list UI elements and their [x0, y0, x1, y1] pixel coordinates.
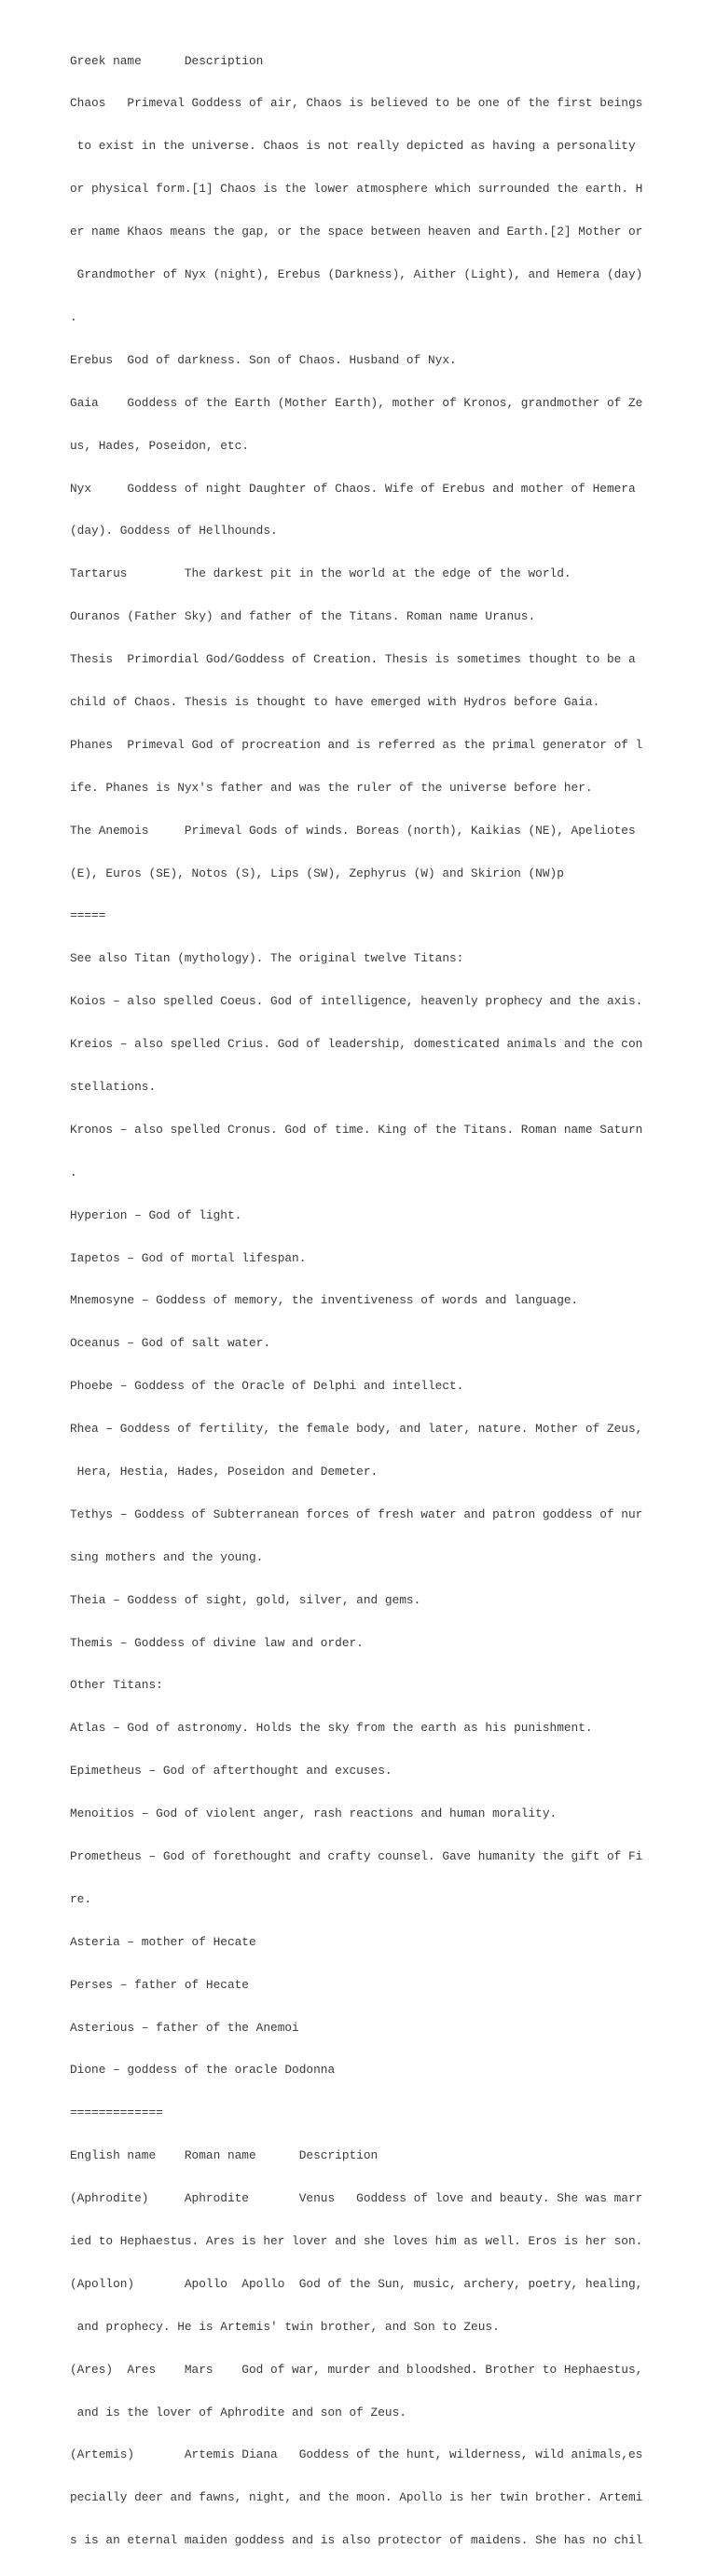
text-line: Chaos Primeval Goddess of air, Chaos is believed to be one of the first beings — [70, 96, 643, 111]
text-line: (day). Goddess of Hellhounds. — [70, 524, 278, 538]
text-line: ============= — [70, 2106, 163, 2120]
text-line: Menoitios – God of violent anger, rash reactions and human morality. — [70, 1806, 558, 1821]
text-line: Thesis Primordial God/Goddess of Creation. Thesis is sometimes thought to be a — [70, 652, 636, 667]
text-line: sing mothers and the young. — [70, 1549, 264, 1564]
text-line: Hera, Hestia, Hades, Poseidon and Demeter. — [70, 1464, 379, 1479]
text-line: Grandmother of Nyx (night), Erebus (Darkness), Aither (Light), and Hemera (day) — [70, 267, 643, 282]
text-line: Asterious – father of the Anemoi — [70, 2020, 299, 2035]
text-line: The Anemois Primeval Gods of winds. Boreas (north), Kaikias (NE), Apeliotes — [70, 823, 636, 838]
text-line: Themis – Goddess of divine law and order. — [70, 1635, 364, 1650]
text-line: Dione – goddess of the oracle Dodonna — [70, 2063, 336, 2078]
text-line: Perses – father of Hecate — [70, 1977, 249, 1992]
document-text — [70, 25, 704, 2576]
text-line: . — [70, 309, 77, 324]
text-line: (Aphrodite) Aphrodite Venus Goddess of love and beauty. She was marr — [70, 2191, 643, 2206]
text-line: child of Chaos. Thesis is thought to have emerged with Hydros before Gaia. — [70, 694, 600, 709]
text-line: to exist in the universe. Chaos is not really depicted as having a personality — [70, 139, 636, 154]
text-line: Koios – also spelled Coeus. God of intelligence, heavenly prophecy and the axis. — [70, 994, 643, 1009]
text-line: Iapetos – God of mortal lifespan. — [70, 1250, 307, 1265]
text-line: Greek name Description — [70, 53, 264, 68]
text-line: Theia – Goddess of sight, gold, silver, and gems. — [70, 1592, 421, 1607]
text-line: s is an eternal maiden goddess and is also protector of maidens. She has no chil — [70, 2533, 643, 2548]
text-line: Asteria – mother of Hecate — [70, 1934, 256, 1949]
text-line: and is the lover of Aphrodite and son of Zeus. — [70, 2405, 406, 2419]
text-line: Phoebe – Goddess of the Oracle of Delphi and intellect. — [70, 1379, 464, 1394]
text-line: er name Khaos means the gap, or the space between heaven and Earth.[2] Mother or — [70, 225, 643, 239]
text-line: (Apollon) Apollo Apollo God of the Sun, music, archery, poetry, healing, — [70, 2276, 643, 2291]
text-line: Oceanus – God of salt water. — [70, 1336, 271, 1351]
text-line: See also Titan (mythology). The original twelve Titans: — [70, 951, 464, 966]
text-line: English name Roman name Description — [70, 2148, 379, 2163]
text-line: Atlas – God of astronomy. Holds the sky from the earth as his punishment. — [70, 1721, 593, 1736]
text-line: stellations. — [70, 1079, 157, 1094]
text-line: Erebus God of darkness. Son of Chaos. Husband of Nyx. — [70, 352, 457, 367]
text-line: Tartarus The darkest pit in the world at the edge of the world. — [70, 566, 571, 581]
text-line: (Artemis) Artemis Diana Goddess of the hunt, wilderness, wild animals,es — [70, 2447, 643, 2462]
text-line: Prometheus – God of forethought and crafty counsel. Gave humanity the gift of Fi — [70, 1849, 643, 1863]
text-line: and prophecy. He is Artemis' twin brother, and Son to Zeus. — [70, 2319, 500, 2334]
text-line: Gaia Goddess of the Earth (Mother Earth), mother of Kronos, grandmother of Ze — [70, 395, 643, 410]
text-line: Phanes Primeval God of procreation and is referred as the primal generator of l — [70, 737, 643, 752]
text-line: Nyx Goddess of night Daughter of Chaos. Wife of Erebus and mother of Hemera — [70, 481, 636, 496]
text-line: Kreios – also spelled Crius. God of leadership, domesticated animals and the con — [70, 1037, 643, 1052]
text-line: . — [70, 1165, 77, 1179]
text-line: Other Titans: — [70, 1678, 163, 1693]
text-line: re. — [70, 1891, 92, 1906]
text-line: Epimetheus – God of afterthought and excuses. — [70, 1764, 392, 1779]
text-line: (Ares) Ares Mars God of war, murder and bloodshed. Brother to Hephaestus, — [70, 2362, 643, 2377]
text-line: Tethys – Goddess of Subterranean forces of fresh water and patron goddess of nur — [70, 1506, 643, 1521]
text-line: ife. Phanes is Nyx's father and was the ruler of the universe before her. — [70, 780, 593, 795]
text-line: Ouranos (Father Sky) and father of the Titans. Roman name Uranus. — [70, 609, 536, 624]
text-line: Hyperion – God of light. — [70, 1207, 242, 1222]
text-line: ied to Hephaestus. Ares is her lover and she loves him as well. Eros is her son. — [70, 2234, 643, 2249]
text-line: Rhea – Goddess of fertility, the female body, and later, nature. Mother of Zeus, — [70, 1422, 643, 1437]
text-line: pecially deer and fawns, night, and the moon. Apollo is her twin brother. Artemi — [70, 2490, 643, 2505]
text-line: Kronos – also spelled Cronus. God of time. King of the Titans. Roman name Saturn — [70, 1122, 643, 1137]
text-line: us, Hades, Poseidon, etc. — [70, 438, 249, 453]
text-line: Mnemosyne – Goddess of memory, the inventiveness of words and language. — [70, 1293, 579, 1308]
text-line: ===== — [70, 908, 106, 923]
text-line: (E), Euros (SE), Notos (S), Lips (SW), Zephyrus (W) and Skirion (NW)p — [70, 865, 564, 880]
text-line: or physical form.[1] Chaos is the lower atmosphere which surrounded the earth. H — [70, 182, 643, 197]
